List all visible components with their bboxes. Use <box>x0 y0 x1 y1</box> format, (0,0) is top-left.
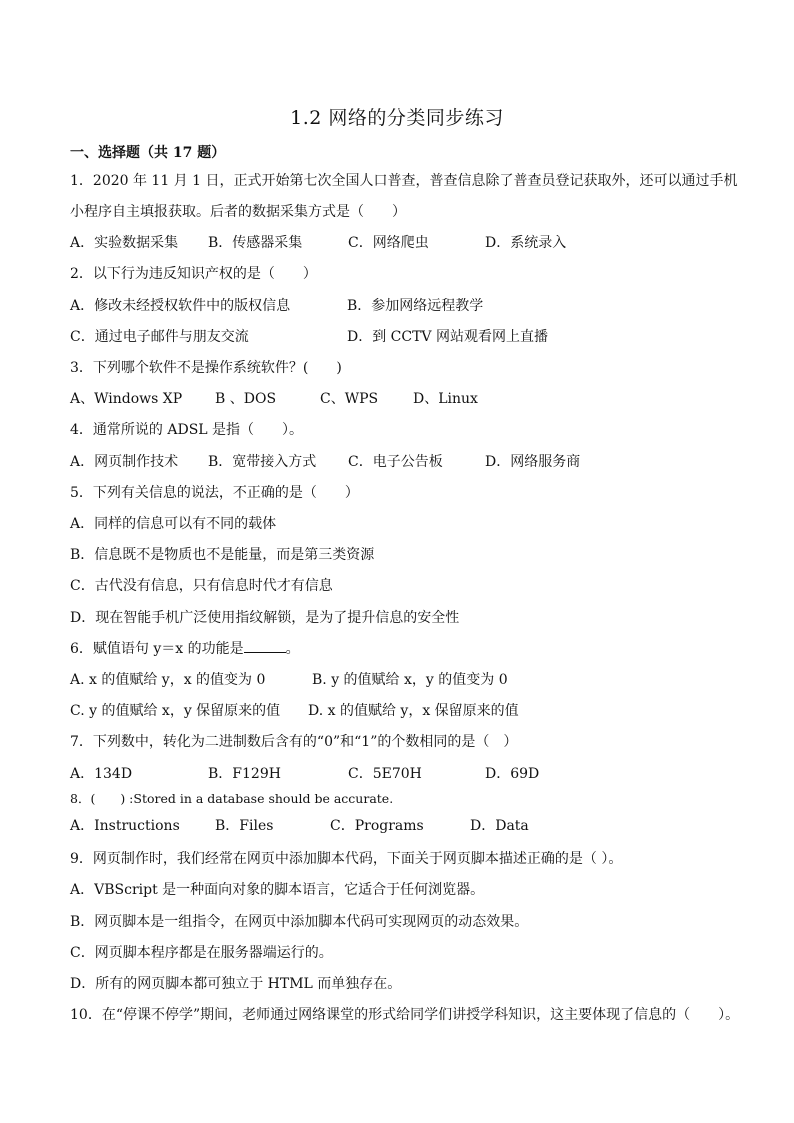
question-2-option-d: D．到 CCTV 网站观看网上直播 <box>347 329 548 345</box>
question-3-option-d: D、Linux <box>413 391 478 407</box>
question-6-stem <box>70 640 300 658</box>
question-9-stem: 9．网页制作时，我们经常在网页中添加脚本代码，下面关于网页脚本描述正确的是（ ）。 <box>70 851 623 867</box>
question-1-option-b: B．传感器采集 <box>208 235 303 251</box>
page-title: 1.2 网络的分类同步练习 <box>290 107 504 129</box>
question-10-stem: 10．在“停课不停学”期间，老师通过网络课堂的形式给同学们讲授学科知识，这主要体现了信息的（ ）。 <box>70 1007 740 1023</box>
question-5-option-c: C．古代没有信息，只有信息时代才有信息 <box>70 578 333 594</box>
answer-blank <box>244 640 286 653</box>
question-2-option-c: C．通过电子邮件与朋友交流 <box>70 329 249 345</box>
question-8-option-a: A．Instructions <box>70 818 180 834</box>
question-9-option-c: C．网页脚本程序都是在服务器端运行的。 <box>70 945 333 961</box>
question-6-option-a: A. x 的值赋给 y，x 的值变为 0 <box>70 672 266 688</box>
question-9-option-a: A．VBScript 是一种面向对象的脚本语言，它适合于任何浏览器。 <box>70 882 485 898</box>
question-2-option-a: A．修改未经授权软件中的版权信息 <box>70 298 291 314</box>
question-7-option-d: D．69D <box>485 766 540 782</box>
question-6-stem-text: 6．赋值语句 y＝x 的功能是 <box>70 641 244 657</box>
question-2-stem: 2．以下行为违反知识产权的是（ ） <box>70 266 317 282</box>
question-7-option-c: C．5E70H <box>348 766 422 782</box>
question-4-stem: 4．通常所说的 ADSL 是指（ ）。 <box>70 422 304 438</box>
question-4-option-b: B．宽带接入方式 <box>208 454 317 470</box>
question-3-stem: 3．下列哪个软件不是操作系统软件？( ) <box>70 360 342 376</box>
question-6-stem-end: 。 <box>285 641 300 657</box>
question-3-option-a: A、Windows XP <box>70 391 183 407</box>
question-5-option-b: B．信息既不是物质也不是能量，而是第三类资源 <box>70 547 375 563</box>
question-6-option-b: B. y 的值赋给 x，y 的值变为 0 <box>312 672 508 688</box>
question-4-option-d: D．网络服务商 <box>485 454 581 470</box>
question-8-stem: 8．( ) :Stored in a database should be accurate. <box>70 791 394 806</box>
section-heading: 一、选择题（共 17 题） <box>70 145 226 161</box>
question-3-option-c: C、WPS <box>320 391 379 407</box>
question-5-stem: 5．下列有关信息的说法，不正确的是（ ） <box>70 485 359 501</box>
question-9-option-b: B．网页脚本是一组指令，在网页中添加脚本代码可实现网页的动态效果。 <box>70 914 529 930</box>
question-3-option-b: B 、DOS <box>215 391 277 407</box>
question-4-option-c: C．电子公告板 <box>348 454 443 470</box>
question-6-option-d: D. x 的值赋给 y，x 保留原来的值 <box>308 703 519 719</box>
question-7-stem: 7．下列数中，转化为二进制数后含有的“0”和“1”的个数相同的是（ ） <box>70 734 518 750</box>
question-5-option-d: D．现在智能手机广泛使用指纹解锁，是为了提升信息的安全性 <box>70 610 460 626</box>
question-9-option-d: D．所有的网页脚本都可独立于 HTML 而单独存在。 <box>70 976 402 992</box>
question-4-option-a: A．网页制作技术 <box>70 454 179 470</box>
question-6-option-c: C. y 的值赋给 x，y 保留原来的值 <box>70 703 281 719</box>
question-1-stem-line1: 1．2020 年 11 月 1 日，正式开始第七次全国人口普查，普查信息除了普查员登记获取外，还可以通过手机 <box>70 173 738 189</box>
question-5-option-a: A．同样的信息可以有不同的载体 <box>70 516 277 532</box>
question-1-option-a: A．实验数据采集 <box>70 235 179 251</box>
question-8-option-c: C．Programs <box>330 818 424 834</box>
question-7-option-b: B．F129H <box>208 766 281 782</box>
question-8-option-b: B．Files <box>215 818 274 834</box>
question-1-stem-line2: 小程序自主填报获取。后者的数据采集方式是（ ） <box>70 204 406 220</box>
question-7-option-a: A．134D <box>70 766 133 782</box>
question-2-option-b: B．参加网络远程教学 <box>347 298 484 314</box>
question-1-option-d: D．系统录入 <box>485 235 567 251</box>
question-1-option-c: C．网络爬虫 <box>348 235 429 251</box>
question-8-option-d: D．Data <box>470 818 529 834</box>
